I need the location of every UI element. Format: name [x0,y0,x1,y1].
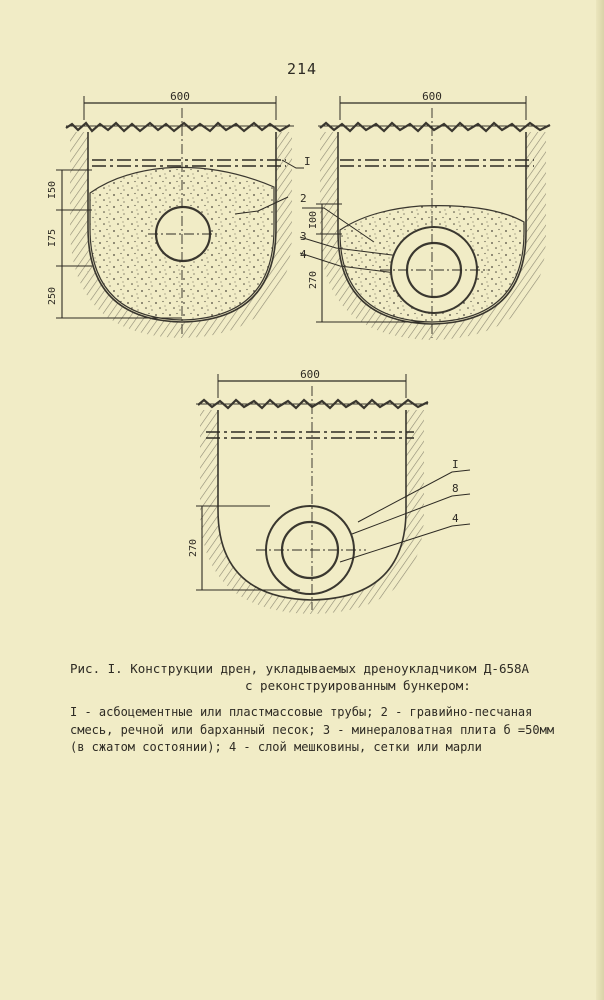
drain-b [300,90,550,340]
figure-caption [70,660,570,694]
drain-b-marker-3: 3 [300,230,307,243]
drain-a-pipe [156,207,210,261]
drain-c-dim-1: 270 [188,538,199,558]
drain-c-marker-1: I [452,458,459,471]
drain-a-width-label: 600 [170,90,190,103]
drain-c-width-label: 600 [300,368,320,381]
page-number: 214 [286,60,318,78]
drain-c-marker-2: 8 [452,482,459,495]
drain-b-width-label: 600 [422,90,442,103]
caption-line-1: Рис. I. Конструкции дрен, укладываемых дреноукладчиком Д-658А [70,661,530,676]
drain-c [188,368,470,614]
drain-b-dim-2: 270 [308,270,319,290]
drain-c-markers [452,458,459,525]
drain-b-ground-surface [320,123,550,131]
drain-a-dim-2: I75 [47,228,58,248]
drain-c-marker-3: 4 [452,512,459,525]
drain-a-width-dimension [84,90,276,120]
drain-b-marker-1: I [304,155,311,168]
drain-b-dim-1: I00 [308,210,319,230]
figure-legend: I - асбоцементные или пластмассовые трубы; 2 - гравийно-песчаная смесь, речной или барханный песок; 3 - минераловатная плита б =50мм (в сжатом состоянии); 4 - слой мешковины, сетки или марли [70,705,555,754]
drain-a-ground-surface [66,123,290,131]
drain-b-marker-2: 2 [300,192,307,205]
drain-a-dim-3: 250 [47,286,58,306]
drain-a [47,90,294,338]
drain-b-width-dimension [340,90,526,120]
drain-b-marker-4: 4 [300,248,307,261]
drain-a-dim-1: I50 [47,180,58,200]
caption-line-2: с реконструированным бункером: [245,678,471,693]
